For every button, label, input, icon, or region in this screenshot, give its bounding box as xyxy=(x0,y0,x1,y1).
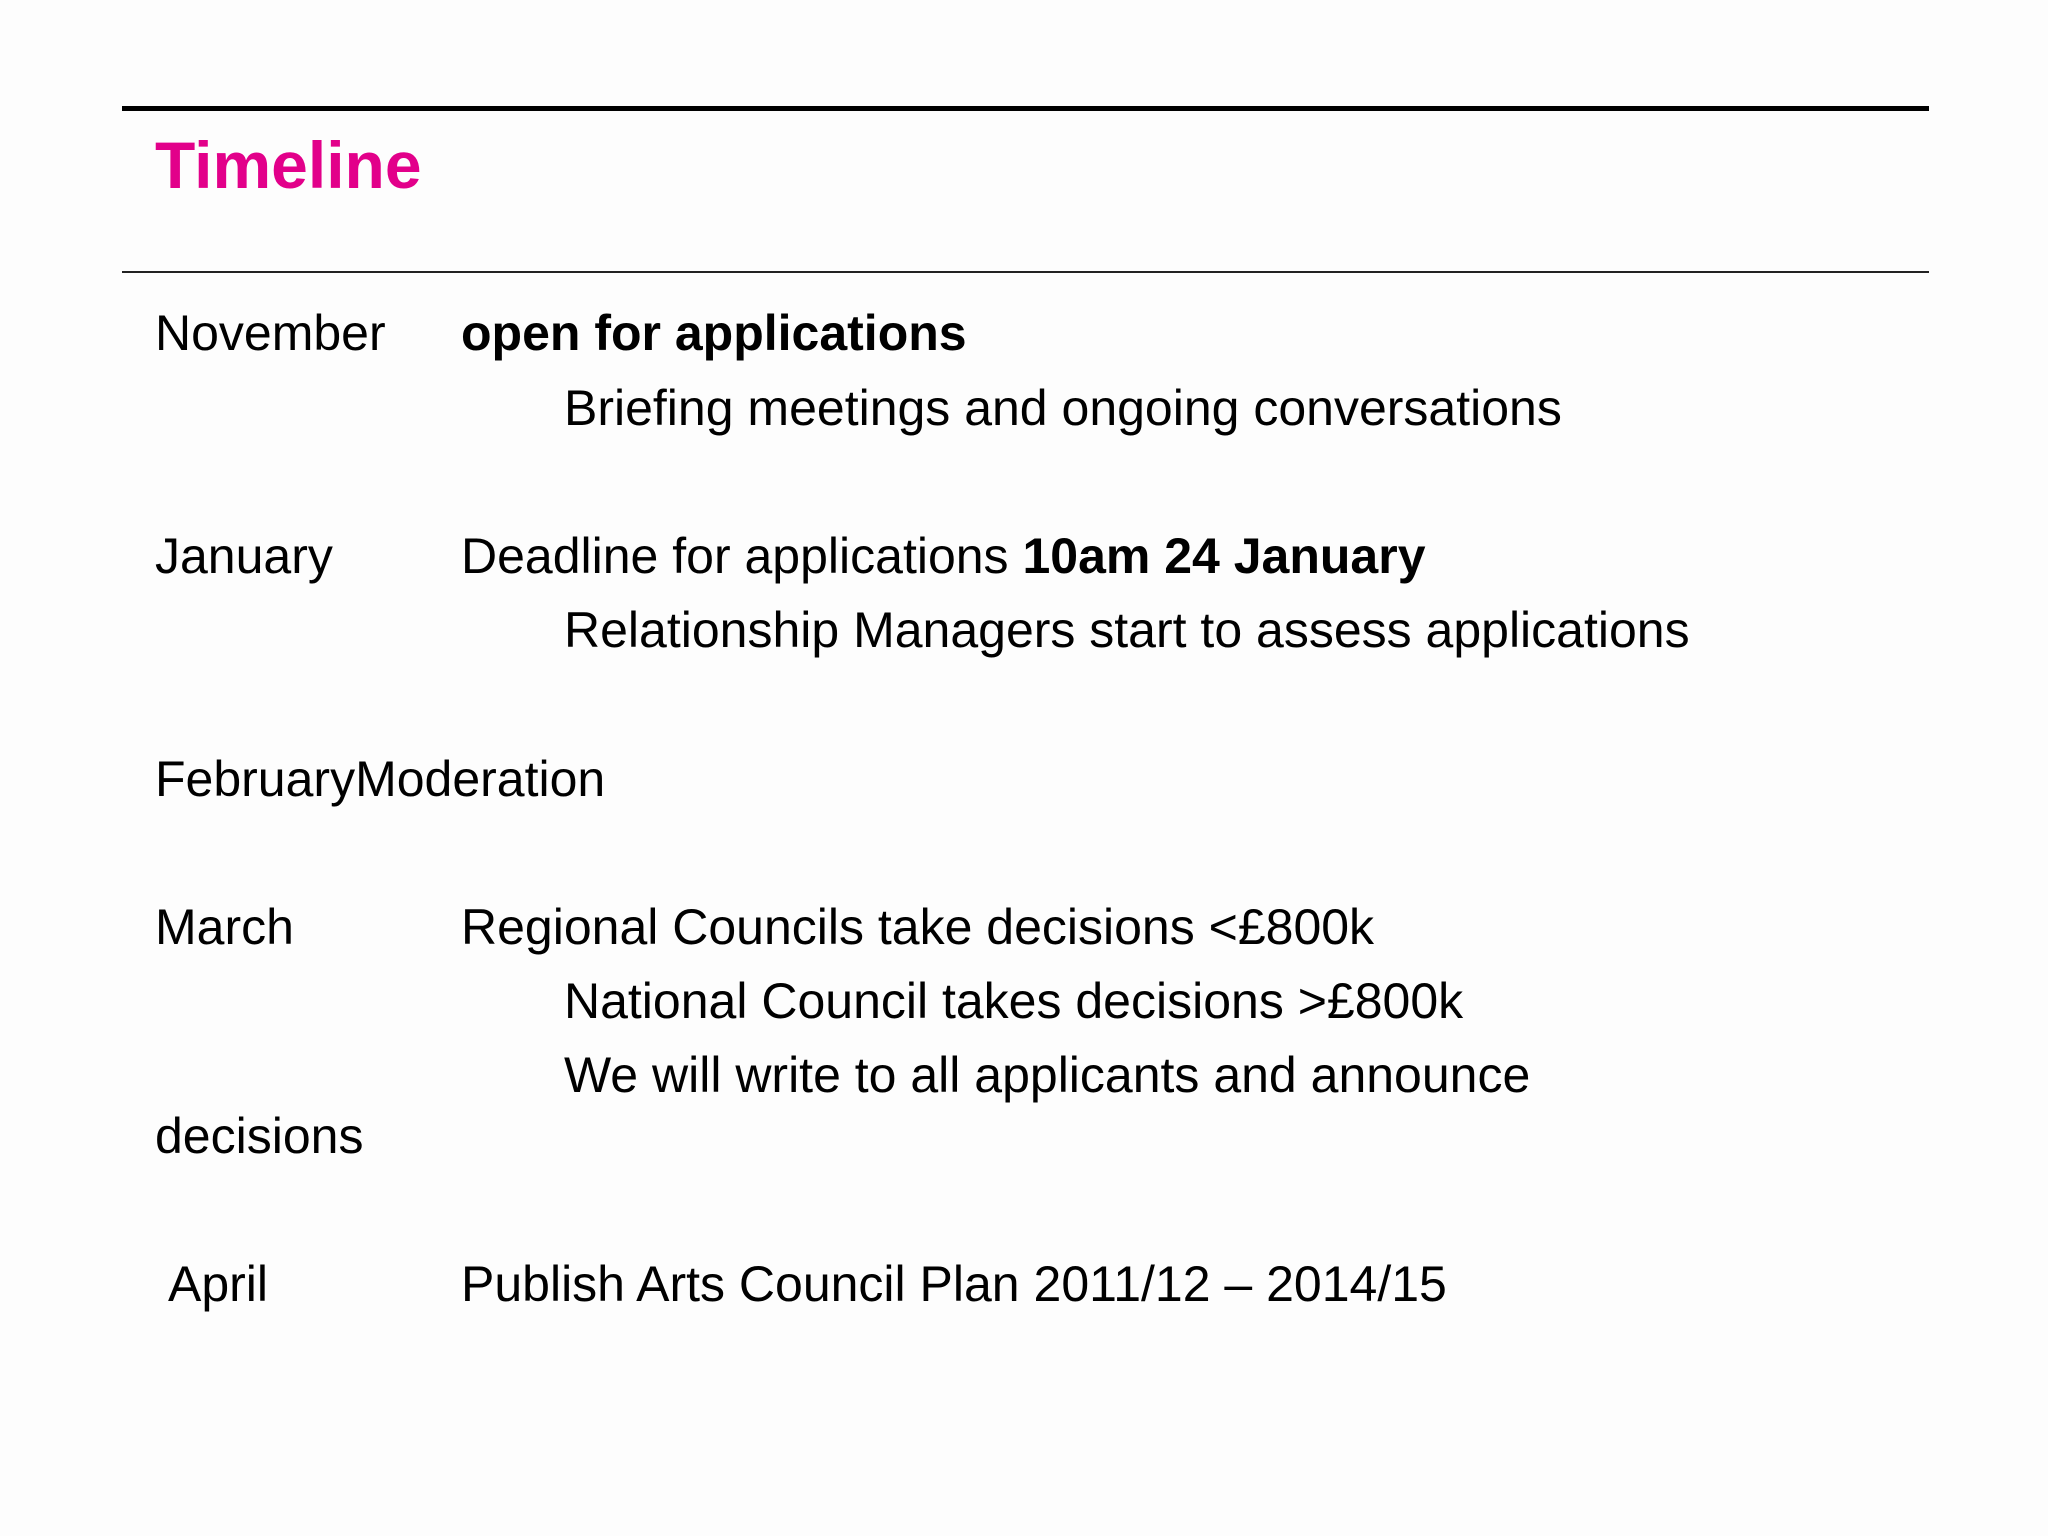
top-rule xyxy=(122,106,1929,111)
march-national-decisions: National Council takes decisions >£800k xyxy=(564,973,1464,1029)
month-january: January xyxy=(155,528,333,584)
month-november: November xyxy=(155,305,386,361)
slide-title: Timeline xyxy=(155,128,422,202)
title-divider xyxy=(122,271,1929,273)
november-heading: open for applications xyxy=(461,305,967,361)
march-announce-wrap: decisions xyxy=(155,1108,364,1164)
month-april: April xyxy=(168,1256,269,1312)
january-detail: Relationship Managers start to assess applications xyxy=(564,602,1690,658)
november-detail: Briefing meetings and ongoing conversations xyxy=(564,380,1562,436)
month-march: March xyxy=(155,899,294,955)
january-deadline-date: 10am 24 January xyxy=(1022,528,1426,584)
march-regional-decisions: Regional Councils take decisions <£800k xyxy=(461,899,1375,955)
january-deadline-text: Deadline for applications xyxy=(461,528,1023,584)
march-announce: We will write to all applicants and announce xyxy=(564,1047,1531,1103)
february-entry: FebruaryModeration xyxy=(155,751,606,807)
april-publish-plan: Publish Arts Council Plan 2011/12 – 2014/15 xyxy=(461,1256,1447,1312)
january-deadline-line xyxy=(461,528,1426,584)
